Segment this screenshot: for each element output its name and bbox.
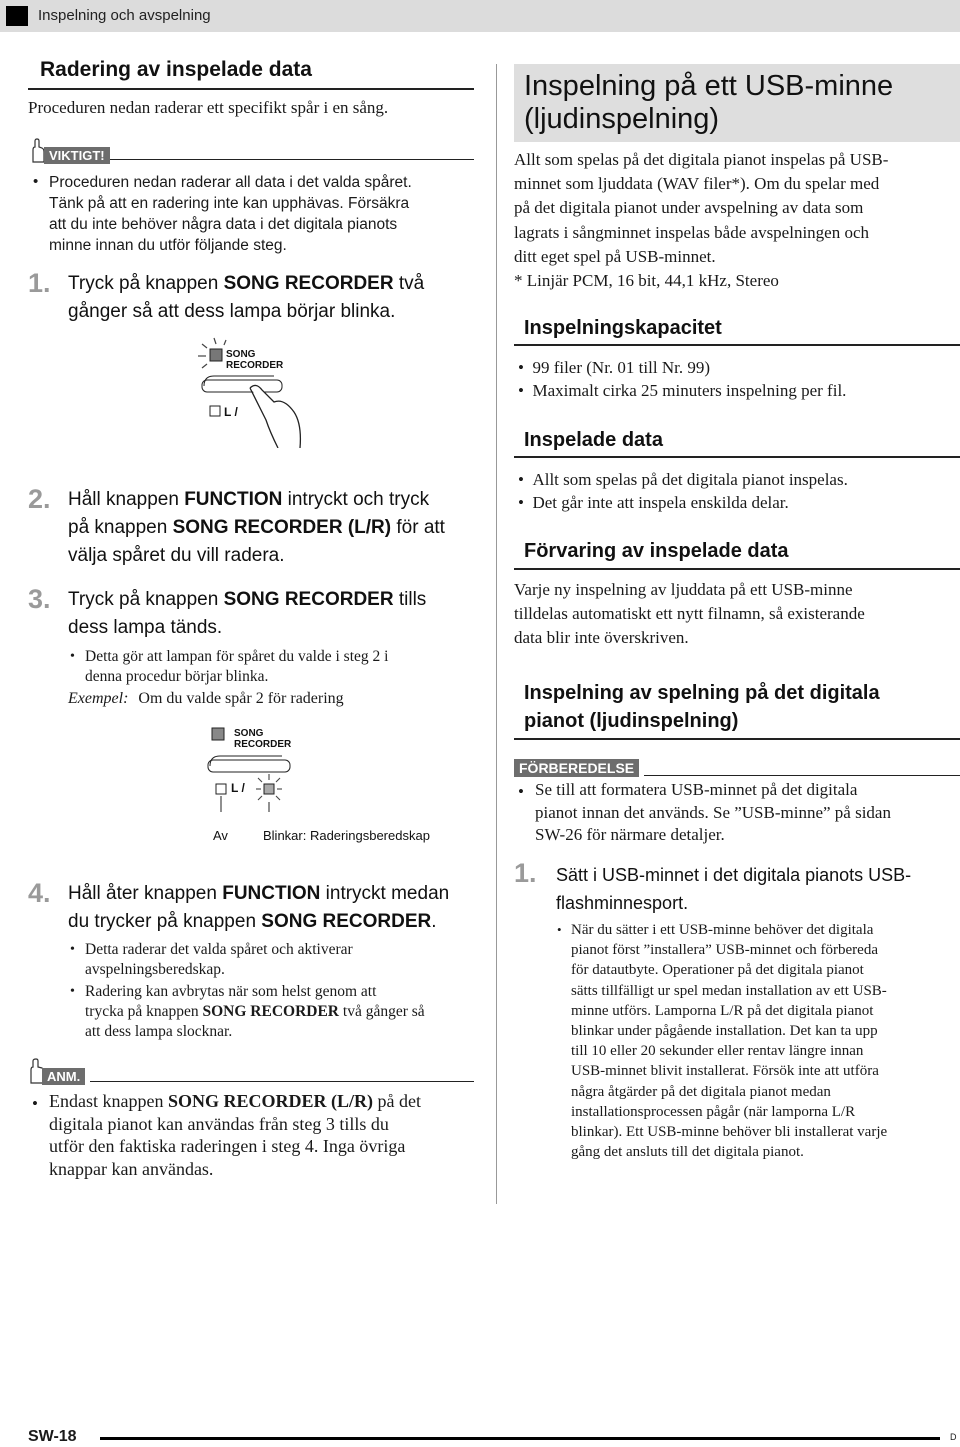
text: Allt som spelas på det digitala pianot inspelas på USB- [514, 150, 889, 169]
text: intryckt och tryck [282, 489, 430, 510]
text: flashminnesport. [556, 893, 689, 913]
section-rule [514, 568, 960, 570]
text: trycka på knappen [85, 1003, 203, 1020]
important-line: minne innan du utför följande steg. [49, 237, 287, 254]
text: När du sätter i ett USB-minne behöver det digitala [571, 922, 874, 938]
storage-title: Förvaring av inspelade data [524, 540, 789, 562]
recorded-title: Inspelade data [524, 429, 663, 451]
text: Detta gör att lampan för spåret du valde i steg 2 i [85, 648, 389, 665]
text: till 10 eller 20 sekunder eller rentav längre innan [571, 1043, 864, 1060]
text: Håll knappen [68, 489, 185, 510]
text: två gånger så [339, 1003, 425, 1020]
audio-recording-title [524, 679, 880, 735]
button-name: SONG RECORDER (L/R) [172, 517, 392, 538]
footnote: * Linjär PCM, 16 bit, 44,1 kHz, Stereo [514, 271, 779, 291]
text: installationsprocessen pågår (när lamporna L/R [571, 1103, 856, 1120]
title-line: pianot (ljudinspelning) [524, 710, 739, 732]
label: SONG [226, 349, 256, 360]
text: att dess lampa slocknar. [85, 1023, 233, 1040]
step-number: 1. [28, 268, 51, 298]
text: lagrats i sångminnet inspelas både avspelningen och [514, 222, 870, 242]
text: blinkar under pågående installation. Det kan ta upp [571, 1023, 878, 1040]
text: Tryck på knappen [68, 589, 224, 610]
bullet-dot: • [32, 1094, 38, 1113]
list-item: 99 filer (Nr. 01 till Nr. 99) [532, 358, 710, 377]
text: digitala pianot kan användas från steg 3 tills du [49, 1113, 389, 1134]
prep-rule [644, 775, 960, 776]
fig1-song-label [226, 349, 283, 371]
text: USB-minnet blivit installerat. Försök inte att utföra [571, 1063, 879, 1080]
text: några åtgärder på det digitala pianot medan [571, 1083, 831, 1100]
note-rule [90, 1081, 474, 1082]
usb-step1-text [556, 861, 960, 917]
bullet-dot: • [70, 942, 75, 957]
header-title: Inspelning och avspelning [38, 7, 211, 24]
prep-badge: FÖRBEREDELSE [514, 759, 639, 777]
text: för att [391, 517, 445, 538]
step-number: 2. [28, 484, 51, 514]
text: sätts tillfälligt ur spel medan installation av ett USB- [571, 982, 887, 999]
bullet-dot: • [70, 649, 75, 664]
button-name: FUNCTION [184, 489, 283, 510]
text: Håll åter knappen [68, 883, 223, 904]
list-item: Allt som spelas på det digitala pianot inspelas. [532, 470, 848, 489]
label: RECORDER [234, 739, 292, 750]
text: . [431, 911, 437, 932]
step3-text [68, 586, 478, 642]
header-marker [6, 6, 28, 26]
bullet-dot: • [557, 922, 562, 937]
text: avspelningsberedskap. [85, 961, 225, 978]
capacity-title: Inspelningskapacitet [524, 317, 722, 339]
text: minne utförs. Lamporna L/R på det digitala pianot [571, 1002, 874, 1019]
text: SW-26 för närmare detaljer. [535, 825, 725, 844]
text: på knappen [68, 517, 173, 538]
important-text [49, 172, 479, 256]
storage-text [514, 578, 865, 650]
text: välja spåret du vill radera. [68, 545, 285, 566]
fig2-blink-label: Blinkar: Raderingsberedskap [263, 828, 430, 843]
footer-rule [100, 1437, 940, 1440]
section-title-erase: Radering av inspelade data [40, 58, 312, 81]
text: pianot först ”installera” USB-minnet och förbereda [571, 942, 878, 959]
text: Tryck på knappen [68, 273, 224, 294]
fig2-lr-label: L / [231, 781, 245, 795]
text: Se till att formatera USB-minnet på det digitala [535, 780, 858, 799]
button-name: SONG RECORDER [223, 589, 394, 610]
title-line: Inspelning på ett USB-minne [524, 70, 894, 102]
text: pianot innan det används. Se ”USB-minne” på sidan [535, 802, 891, 822]
text: du trycker på knappen [68, 911, 262, 932]
text: Radering kan avbrytas när som helst genom att [85, 983, 377, 1000]
text: på det digitala pianot under avspelning av data som [514, 198, 864, 218]
text: utför den faktiska raderingen i steg 4. Inga övriga [49, 1136, 406, 1156]
text: Detta raderar det valda spåret och aktiverar [85, 941, 353, 958]
text: denna procedur börjar blinka. [85, 668, 269, 685]
list-item: Det går inte att inspela enskilda delar. [532, 493, 789, 512]
text: Sätt i USB-minnet i det digitala pianots USB- [556, 865, 912, 885]
prep-text [535, 779, 960, 847]
text: dess lampa tänds. [68, 617, 223, 638]
text: blinkar). Ett USB-minne behöver bli installerat varje [571, 1124, 888, 1141]
step-number: 3. [28, 584, 51, 614]
list-item: Maximalt cirka 25 minuters inspelning per fil. [532, 381, 847, 400]
text: minnet som ljuddata (WAV filer*). Om du spelar med [514, 174, 880, 194]
fig2-song-label [234, 728, 291, 750]
page-number: SW-18 [28, 1428, 77, 1445]
section-rule [514, 344, 960, 346]
text: för datautbyte. Operationer på det digitala pianot [571, 962, 864, 979]
text: tilldelas automatiskt ett nytt filnamn, så existerande [514, 604, 865, 623]
button-name: SONG RECORDER [202, 1003, 340, 1020]
bullet-dot: • [70, 984, 75, 999]
title-line: (ljudinspelning) [524, 103, 720, 135]
note-text [49, 1090, 479, 1180]
fig2-off-label: Av [213, 828, 228, 843]
label: RECORDER [226, 360, 284, 371]
button-name: FUNCTION [222, 883, 321, 904]
text: Varje ny inspelning av ljuddata på ett USB-minne [514, 580, 853, 599]
step2-text [68, 486, 478, 570]
example-line [68, 690, 344, 708]
important-line: att du inte behöver några data i det digitala pianots [49, 216, 398, 233]
button-name: SONG RECORDER [223, 273, 394, 294]
button-name: SONG RECORDER (L/R) [167, 1091, 373, 1111]
example-text: Om du valde spår 2 för radering [138, 690, 344, 707]
footer-mark: D [950, 1432, 957, 1442]
step-number: 1. [514, 858, 537, 888]
section-rule [28, 88, 474, 90]
text: intryckt medan [320, 883, 450, 904]
step4-text [68, 880, 478, 936]
step4-bullet-2 [85, 982, 485, 1042]
capacity-list: • 99 filer (Nr. 01 till Nr. 99) • Maximalt cirka 25 minuters inspelning per fil. [518, 358, 847, 400]
label: SONG [234, 728, 264, 739]
step1-text [68, 270, 478, 326]
column-divider [496, 64, 497, 1204]
example-label: Exempel: [68, 690, 129, 707]
text: knappar kan användas. [49, 1158, 214, 1179]
bullet-dot: • [33, 173, 39, 190]
text: gång det ansluts till det digitala pianot. [571, 1144, 804, 1161]
important-badge: VIKTIGT! [44, 147, 110, 164]
recorded-list: • Allt som spelas på det digitala pianot inspelas. • Det går inte att inspela enskilda delar. [518, 470, 848, 512]
bullet-dot: • [518, 782, 524, 801]
important-line: Tänk på att en radering inte kan upphävas. Försäkra [49, 195, 410, 212]
important-line: Proceduren nedan raderar all data i det valda spåret. [49, 174, 412, 191]
usb-step1-detail [571, 920, 960, 1162]
text: två [393, 273, 425, 294]
text: ditt eget spel på USB-minnet. [514, 246, 716, 266]
important-rule [110, 159, 474, 160]
title-line: Inspelning av spelning på det digitala [524, 682, 880, 704]
section-rule [514, 456, 960, 458]
text: Endast knappen [49, 1091, 168, 1111]
erase-intro: Proceduren nedan raderar ett specifikt spår i en sång. [28, 98, 389, 117]
usb-title [524, 70, 893, 136]
step4-bullet-1 [85, 940, 475, 980]
text: gånger så att dess lampa börjar blinka. [68, 301, 396, 322]
button-name: SONG RECORDER [261, 911, 432, 932]
section-rule [514, 738, 960, 740]
step-number: 4. [28, 878, 51, 908]
note-badge: ANM. [42, 1068, 85, 1085]
fig1-lr-label: L / [224, 405, 238, 419]
text: data blir inte överskriven. [514, 628, 689, 647]
page-header [0, 0, 960, 32]
text: på det [372, 1091, 421, 1111]
step3-bullet [85, 647, 475, 687]
text: tills [393, 589, 427, 610]
usb-intro [514, 148, 960, 293]
